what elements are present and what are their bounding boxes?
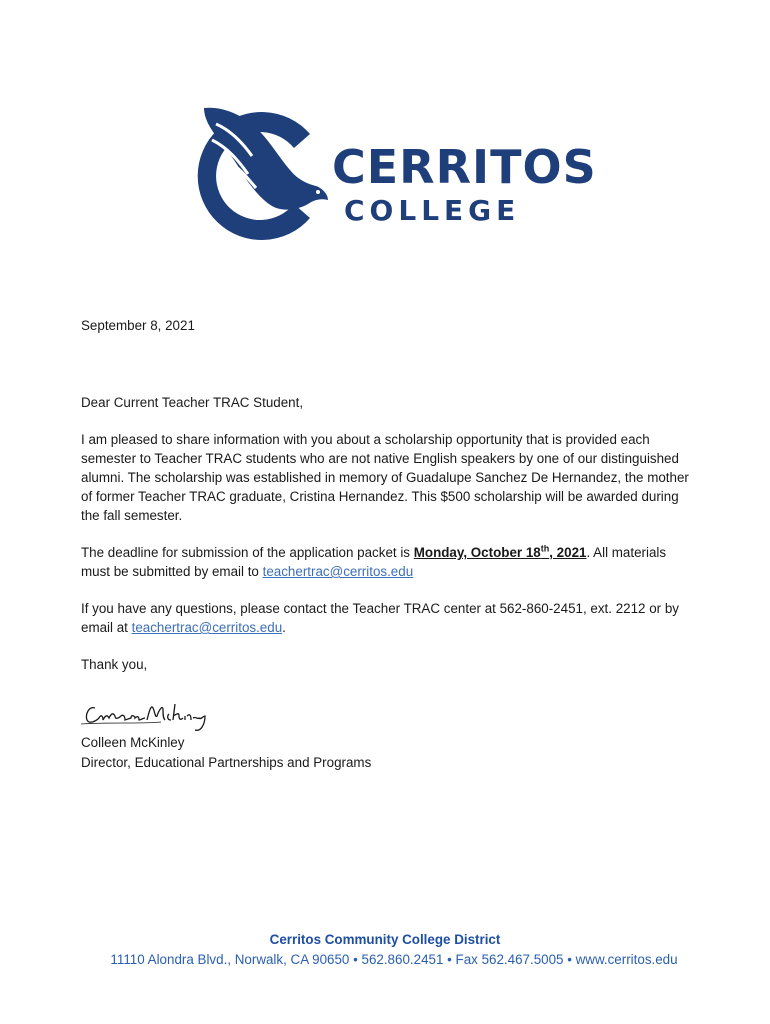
signature-block xyxy=(81,733,371,773)
letterhead-footer xyxy=(0,930,770,970)
deadline-date-part2: , 2021 xyxy=(549,545,587,560)
deadline-suffix: . All materials must be submitted by email to xyxy=(81,545,667,579)
letter-paragraph-questions xyxy=(81,599,693,637)
questions-prefix: If you have any questions, please contact the Teacher TRAC center at 562-860-2451, ext. 2212 or by email at xyxy=(81,601,679,635)
bird-in-c-logo-icon xyxy=(182,100,332,250)
footer-district-name: Cerritos Community College District xyxy=(269,932,501,947)
deadline-prefix: The deadline for submission of the application packet is xyxy=(81,545,414,560)
footer-address: 11110 Alondra Blvd., Norwalk, CA 90650 • 562.860.2451 • Fax 562.467.5005 • www.cerritos.edu xyxy=(110,952,678,967)
handwritten-signature xyxy=(81,694,221,734)
deadline-date-ordinal: th xyxy=(540,543,550,554)
letter-body xyxy=(81,316,693,674)
letter-paragraph-scholarship: I am pleased to share information with you about a scholarship opportunity that is provided each semester to Teacher TRAC students who are not native English speakers by one of our distinguished alumni. The scholarship was established in memory of Guadalupe Sanchez De Hernandez, the mother of former Teacher TRAC graduate, Cristina Hernandez. This $500 scholarship will be awarded during the fall semester. xyxy=(81,432,689,523)
signer-title: Director, Educational Partnerships and Programs xyxy=(81,755,372,770)
email-link[interactable]: teachertrac@cerritos.edu xyxy=(262,564,414,579)
letter-paragraph-deadline xyxy=(81,543,693,581)
college-logo xyxy=(182,100,602,250)
signer-name: Colleen McKinley xyxy=(81,735,185,750)
deadline-date-part1: Monday, October 18 xyxy=(413,545,541,560)
deadline-date xyxy=(414,545,587,560)
letter-closing: Thank you, xyxy=(81,657,148,672)
letter-date: September 8, 2021 xyxy=(81,318,195,333)
questions-suffix: . xyxy=(282,620,286,635)
logo-name-line1: CERRITOS xyxy=(332,140,597,194)
letter-salutation: Dear Current Teacher TRAC Student, xyxy=(81,395,304,410)
email-link-contact[interactable]: teachertrac@cerritos.edu xyxy=(131,620,283,635)
logo-name-line2: COLLEGE xyxy=(344,194,521,227)
